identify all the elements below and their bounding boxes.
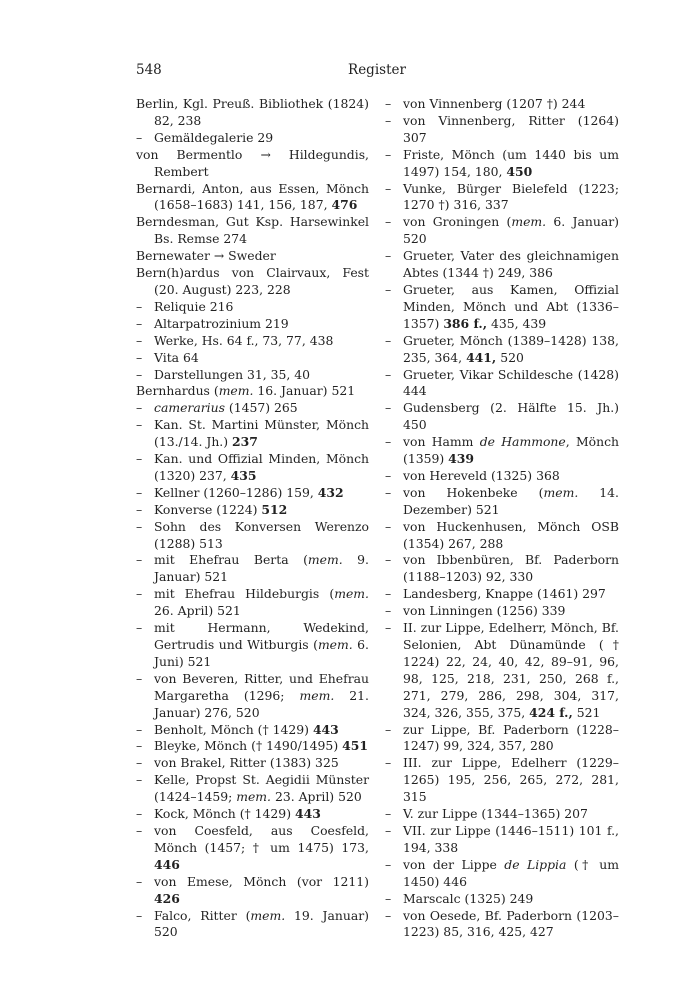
index-entry — [136, 299, 369, 316]
index-entry — [136, 738, 369, 755]
index-entry — [385, 468, 619, 485]
index-entry — [385, 586, 619, 603]
entry-text: Reliquie 216 — [154, 298, 234, 314]
entry-text: von Oesede, Bf. Paderborn (1203–1223) 85, 316, 425, 427 — [403, 907, 619, 940]
entry-text: III. zur Lippe, Edelherr (1229–1265) 195, 256, 265, 272, 281, 315 — [403, 755, 619, 805]
entry-text: mit Ehefrau Berta ( — [154, 552, 308, 568]
entry-dash: – — [385, 806, 392, 822]
index-entry — [385, 434, 619, 468]
entry-text: Bernhardus ( — [136, 383, 219, 399]
index-entry — [385, 519, 619, 553]
index-entry — [136, 367, 369, 384]
entry-dash: – — [136, 332, 143, 348]
entry-text: Sohn des Konversen Werenzo (1288) 513 — [154, 518, 369, 551]
index-entry — [136, 96, 369, 130]
index-entry — [385, 755, 619, 806]
entry-dash: – — [136, 417, 143, 433]
index-entry — [136, 485, 369, 502]
entry-text: 443 — [312, 721, 339, 737]
index-entry — [385, 823, 619, 857]
entry-dash: – — [385, 214, 392, 230]
entry-dash: – — [136, 586, 143, 602]
index-entry — [385, 806, 619, 823]
entry-dash: – — [385, 112, 392, 128]
index-entry — [136, 908, 369, 942]
entry-text: 435, 439 — [487, 315, 547, 331]
entry-dash: – — [385, 856, 392, 872]
index-entry — [136, 671, 369, 722]
entry-text: mem. — [250, 907, 286, 923]
entry-text: Vita 64 — [154, 349, 199, 365]
entry-text: 435 — [230, 467, 257, 483]
entry-text: von Hokenbeke ( — [403, 484, 544, 500]
page-number: 548 — [136, 62, 162, 78]
index-entry — [385, 485, 619, 519]
entry-dash: – — [136, 822, 143, 838]
entry-text: Bernewater → Sweder — [136, 248, 276, 264]
entry-text: 424 f., — [529, 704, 573, 720]
entry-text: mem. — [543, 484, 579, 500]
entry-text: 446 — [154, 856, 180, 872]
entry-dash: – — [136, 670, 143, 686]
entry-text: († um 1450) 446 — [403, 856, 619, 889]
entry-text: Gemäldegalerie 29 — [154, 129, 274, 145]
entry-text: 19. Januar) 520 — [154, 907, 369, 940]
index-entry — [385, 248, 619, 282]
entry-text: Falco, Ritter ( — [154, 907, 251, 923]
running-header — [136, 62, 618, 82]
entry-text: Marscalc (1325) 249 — [403, 890, 534, 906]
entry-text: 21. Januar) 276, 520 — [154, 687, 369, 720]
entry-text: von Groningen ( — [403, 214, 512, 230]
entry-text: Kelle, Propst St. Aegidii Münster (1424–1459; — [154, 772, 369, 805]
index-entry — [136, 350, 369, 367]
entry-text: von Hereveld (1325) 368 — [403, 467, 560, 483]
entry-text: mem. — [299, 687, 335, 703]
entry-dash: – — [385, 281, 392, 297]
entry-dash: – — [136, 518, 143, 534]
entry-text: mem. — [307, 552, 343, 568]
index-entry — [385, 96, 619, 113]
index-entry — [385, 722, 619, 756]
index-entry — [136, 806, 369, 823]
index-entry — [385, 333, 619, 367]
index-entry — [136, 265, 369, 299]
entry-text: von Huckenhusen, Mönch OSB (1354) 267, 288 — [403, 518, 619, 551]
index-entry — [136, 248, 369, 265]
entry-dash: – — [385, 620, 392, 636]
entry-dash: – — [385, 552, 392, 568]
entry-text: von Beveren, Ritter, und Ehefrau Margaretha (1296; — [154, 670, 369, 703]
index-entry — [136, 823, 369, 874]
entry-text: Grueter, Vikar Schildesche (1428) 444 — [403, 366, 619, 399]
entry-dash: – — [136, 315, 143, 331]
entry-dash: – — [385, 467, 392, 483]
index-entry — [136, 620, 369, 671]
entry-text: mit Ehefrau Hildeburgis ( — [154, 586, 335, 602]
entry-text: Grueter, Mönch (1389–1428) 138, 235, 364, — [403, 332, 619, 365]
entry-text: mem. — [511, 214, 547, 230]
index-entry — [136, 552, 369, 586]
index-entry — [136, 772, 369, 806]
entry-text: 439 — [448, 451, 475, 467]
index-entry — [136, 874, 369, 908]
entry-text: 23. April) 520 — [271, 789, 362, 805]
entry-dash: – — [385, 96, 392, 111]
entry-text: 432 — [317, 484, 344, 500]
index-entry — [385, 214, 619, 248]
entry-dash: – — [136, 349, 143, 365]
index-entry — [385, 891, 619, 908]
entry-dash: – — [385, 721, 392, 737]
entry-text: Friste, Mönch (um 1440 bis um 1497) 154, 180, — [403, 146, 619, 179]
entry-text: Landesberg, Knappe (1461) 297 — [403, 586, 606, 602]
entry-text: 6. Januar) 520 — [403, 214, 619, 247]
index-entry — [136, 333, 369, 350]
entry-dash: – — [136, 755, 143, 771]
entry-text: Konverse (1224) — [154, 501, 262, 517]
entry-text: Vunke, Bürger Bielefeld (1223; 1270 †) 316, 337 — [403, 180, 619, 213]
entry-text: Werke, Hs. 64 f., 73, 77, 438 — [154, 332, 334, 348]
entry-dash: – — [136, 620, 143, 636]
index-entry — [385, 552, 619, 586]
entry-dash: – — [136, 738, 143, 754]
entry-text: Grueter, Vater des gleichnamigen Abtes (1344 †) 249, 386 — [403, 248, 619, 281]
entry-text: von Brakel, Ritter (1383) 325 — [154, 755, 339, 771]
entry-dash: – — [136, 907, 143, 923]
index-entry — [136, 502, 369, 519]
index-entry — [136, 214, 369, 248]
entry-text: Darstellungen 31, 35, 40 — [154, 366, 311, 382]
entry-text: von Linningen (1256) 339 — [403, 603, 566, 619]
entry-text: V. zur Lippe (1344–1365) 207 — [403, 806, 588, 822]
index-entry — [385, 147, 619, 181]
entry-dash: – — [136, 806, 143, 822]
entry-text: 16. Januar) 521 — [253, 383, 356, 399]
index-entry — [385, 620, 619, 721]
entry-dash: – — [385, 890, 392, 906]
index-entry — [136, 400, 369, 417]
entry-text: 476 — [331, 197, 358, 213]
entry-dash: – — [385, 248, 392, 264]
index-entry — [385, 400, 619, 434]
entry-text: von Coesfeld, aus Coesfeld, Mönch (1457; † um 1475) 173, — [154, 822, 369, 855]
entry-text: II. zur Lippe, Edelherr, Mönch, Bf. Selonien, Abt Dünamünde († 1224) 22, 24, 40, 42, 89–91, 96, 98, 125, 218, 231, 250, 268 f., 271, 279, 286, 298, 304, 317, 324, 326, 355, 375, — [403, 620, 619, 720]
entry-dash: – — [385, 146, 392, 162]
entry-dash: – — [385, 586, 392, 602]
entry-text: de Hammone — [479, 434, 566, 450]
entry-text: 237 — [232, 434, 258, 450]
index-entry — [385, 282, 619, 333]
index-entry — [136, 417, 369, 451]
entry-text: 426 — [154, 890, 180, 906]
index-entry — [136, 755, 369, 772]
entry-text: Kan. St. Martini Münster, Mönch (13./14. Jh.) — [154, 417, 369, 450]
entry-text: von Vinnenberg, Ritter (1264) 307 — [403, 112, 619, 145]
entry-dash: – — [385, 822, 392, 838]
entry-text: 450 — [506, 163, 533, 179]
index-column-right — [385, 96, 619, 941]
entry-text: 512 — [261, 501, 288, 517]
entry-text: Bern(h)ardus von Clairvaux, Fest (20. August) 223, 228 — [136, 265, 369, 297]
entry-text: Benholt, Mönch († 1429) — [154, 721, 313, 737]
entry-text: Gudensberg (2. Hälfte 15. Jh.) 450 — [403, 400, 619, 433]
entry-text: von der Lippe — [403, 856, 505, 872]
index-entry — [136, 451, 369, 485]
entry-text: von Bermentlo → Hildegundis, Rembert — [136, 146, 369, 179]
entry-text: 14. Dezember) 521 — [403, 484, 619, 517]
entry-text: 441, — [466, 349, 497, 365]
entry-text: von Emese, Mönch (vor 1211) — [154, 873, 369, 889]
entry-text: 443 — [294, 806, 321, 822]
entry-dash: – — [385, 907, 392, 923]
entry-text: (1457) 265 — [224, 400, 298, 416]
entry-dash: – — [136, 873, 143, 889]
entry-text: mem. — [334, 586, 369, 602]
entry-dash: – — [385, 603, 392, 619]
index-entry — [136, 519, 369, 553]
entry-text: VII. zur Lippe (1446–1511) 101 f., 194, 338 — [403, 822, 619, 855]
entry-text: Bleyke, Mönch († 1490/1495) — [154, 738, 343, 754]
entry-text: 386 f., — [443, 315, 488, 331]
entry-dash: – — [385, 180, 392, 196]
entry-text: mem. — [218, 383, 254, 399]
entry-dash: – — [385, 366, 392, 382]
entry-text: Berlin, Kgl. Preuß. Bibliothek (1824) 82, 238 — [136, 96, 369, 128]
index-entry — [385, 367, 619, 401]
entry-text: 6. Juni) 521 — [154, 637, 369, 669]
index-entry — [385, 113, 619, 147]
entry-dash: – — [136, 298, 143, 314]
entry-text: 521 — [572, 704, 601, 720]
index-entry — [136, 722, 369, 739]
entry-dash: – — [136, 721, 143, 737]
entry-text: von Vinnenberg (1207 †) 244 — [403, 96, 586, 111]
entry-text: camerarius — [154, 400, 225, 416]
entry-text: mit Hermann, Wedekind, Gertrudis und Witburgis ( — [154, 620, 369, 652]
entry-dash: – — [136, 501, 143, 517]
entry-text: von Ibbenbüren, Bf. Paderborn (1188–1203) 92, 330 — [403, 552, 619, 585]
index-entry — [385, 603, 619, 620]
index-entry — [136, 586, 369, 620]
entry-text: von Hamm — [403, 434, 480, 450]
entry-text: Kan. und Offizial Minden, Mönch (1320) 237, — [154, 451, 369, 483]
entry-dash: – — [385, 518, 392, 534]
entry-text: 520 — [496, 349, 524, 365]
entry-text: Altarpatrozinium 219 — [154, 315, 289, 331]
entry-dash: – — [136, 400, 143, 416]
entry-text: de Lippia — [504, 856, 567, 872]
running-title: Register — [348, 62, 406, 78]
entry-dash: – — [136, 451, 143, 467]
entry-dash: – — [136, 772, 143, 788]
entry-dash: – — [385, 400, 392, 416]
index-entry — [136, 147, 369, 181]
entry-dash: – — [136, 129, 143, 145]
index-entry — [136, 181, 369, 215]
entry-text: Grueter, aus Kamen, Offizial Minden, Mönch und Abt (1336–1357) — [403, 281, 619, 331]
entry-dash: – — [385, 434, 392, 450]
entry-text: 9. Januar) 521 — [154, 552, 369, 585]
index-entry — [385, 181, 619, 215]
entry-text: mem. — [317, 637, 353, 652]
entry-text: , Mönch (1359) — [403, 434, 619, 467]
entry-text: Berndesman, Gut Ksp. Harsewinkel Bs. Remse 274 — [136, 214, 369, 247]
index-entry — [136, 316, 369, 333]
entry-text: mem. — [236, 789, 271, 805]
entry-dash: – — [385, 484, 392, 500]
entry-text: Kellner (1260–1286) 159, — [154, 484, 318, 500]
entry-dash: – — [136, 552, 143, 568]
entry-dash: – — [136, 484, 143, 500]
entry-text: zur Lippe, Bf. Paderborn (1228–1247) 99, 324, 357, 280 — [403, 721, 619, 754]
entry-dash: – — [385, 332, 392, 348]
index-entry — [136, 130, 369, 147]
index-entry — [385, 908, 619, 942]
entry-text: Bernardi, Anton, aus Essen, Mönch (1658–1683) 141, 156, 187, — [136, 180, 369, 213]
index-entry — [385, 857, 619, 891]
entry-text: Kock, Mönch († 1429) — [154, 806, 295, 822]
index-entry — [136, 383, 369, 400]
index-column-left — [136, 96, 369, 941]
entry-dash: – — [136, 366, 143, 382]
entry-text: 26. April) 521 — [154, 603, 241, 619]
entry-dash: – — [385, 755, 392, 771]
entry-text: 451 — [342, 738, 368, 754]
